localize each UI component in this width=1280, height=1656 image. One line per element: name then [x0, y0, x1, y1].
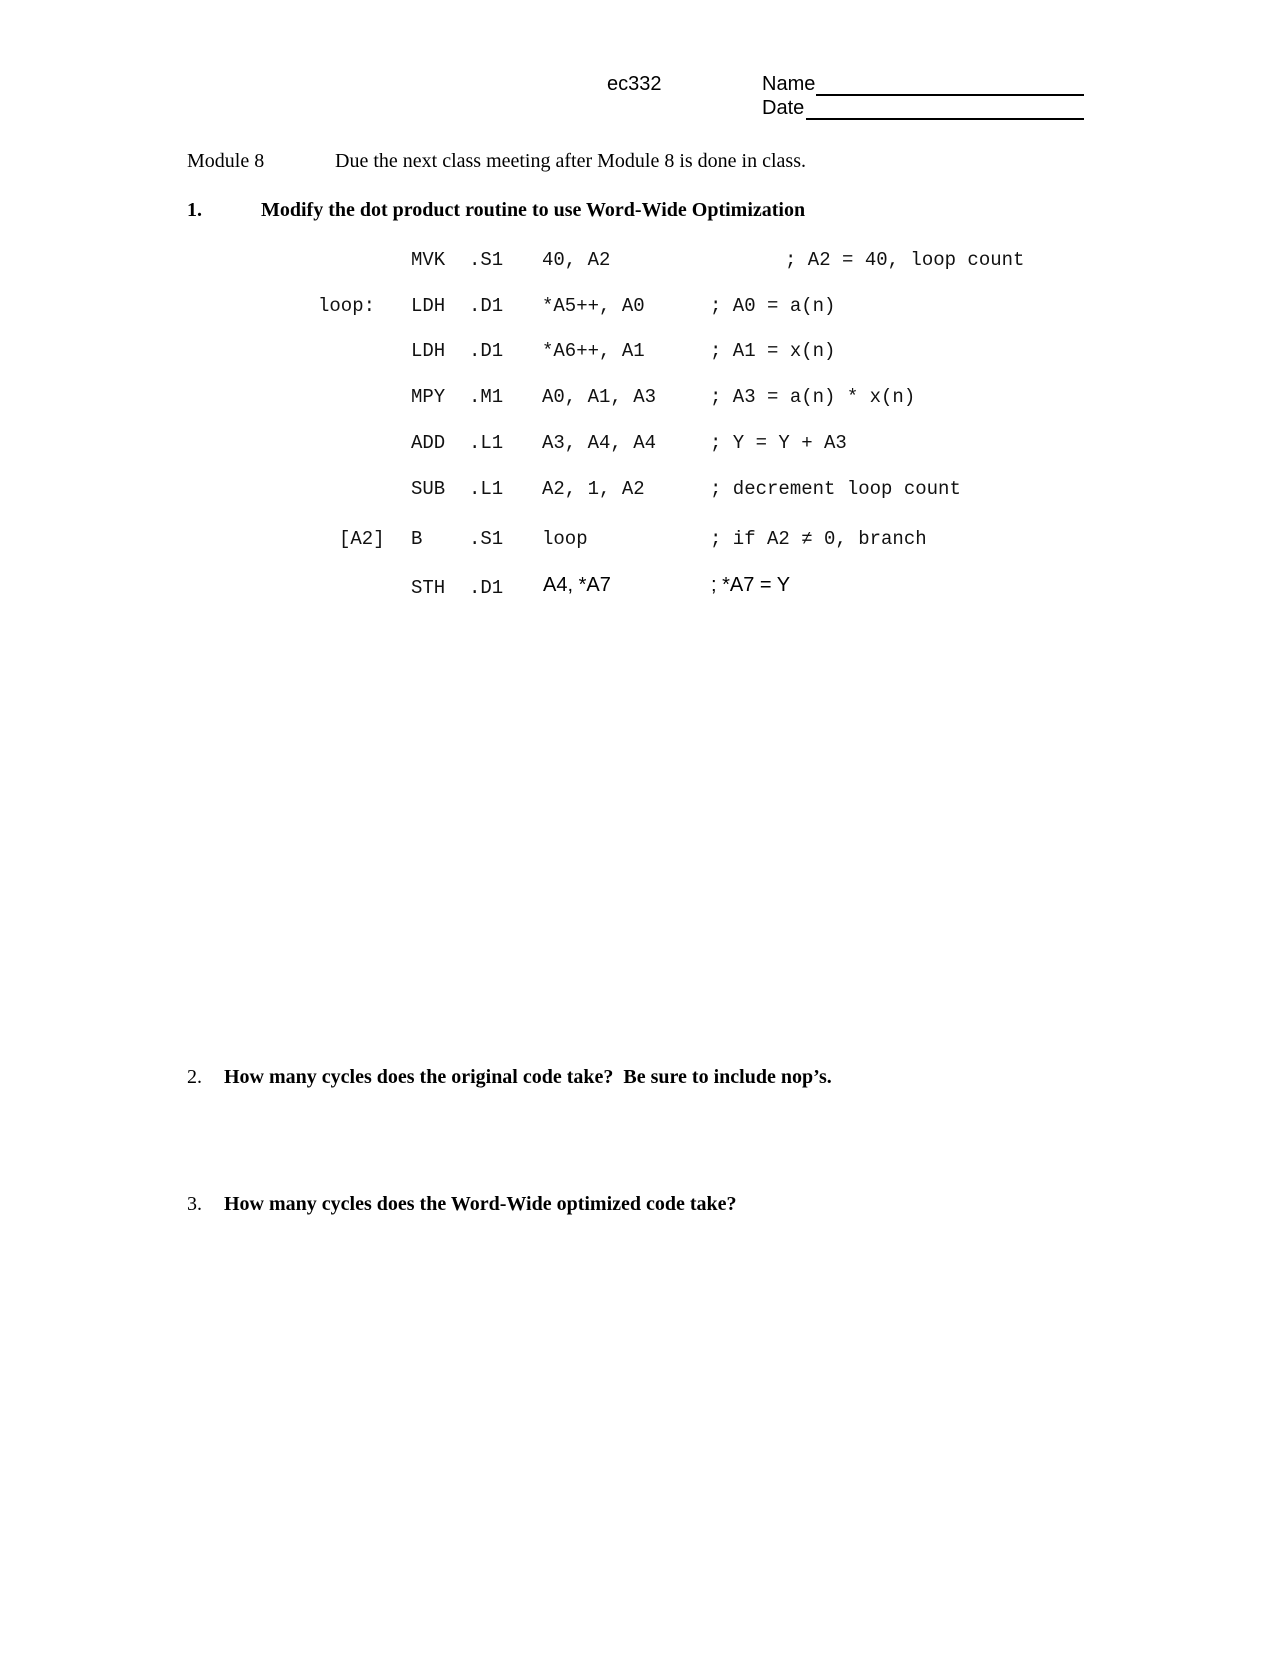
code-comment: ; if A2 ≠ 0, branch	[710, 528, 927, 550]
course-code: ec332	[607, 73, 662, 95]
code-args: A0, A1, A3	[542, 386, 657, 408]
code-args: A4, *A7	[543, 574, 611, 596]
name-underline	[816, 94, 1084, 96]
code-args: *A5++, A0	[542, 295, 645, 317]
code-op: ADD	[411, 432, 446, 454]
date-label: Date	[762, 97, 805, 119]
q2-text: How many cycles does the original code take? Be sure to include nop’s.	[224, 1066, 832, 1088]
q2-number: 2.	[187, 1066, 202, 1088]
code-comment: ; Y = Y + A3	[710, 432, 847, 454]
code-args: A3, A4, A4	[542, 432, 657, 454]
q1-text: Modify the dot product routine to use Word-Wide Optimization	[261, 199, 806, 221]
code-args: *A6++, A1	[542, 340, 645, 362]
code-unit: .S1	[469, 249, 504, 271]
q1-number: 1.	[187, 199, 202, 221]
code-comment: ; A1 = x(n)	[710, 340, 836, 362]
code-unit: .L1	[469, 478, 504, 500]
code-label: loop:	[318, 295, 376, 317]
code-comment: ; A3 = a(n) * x(n)	[710, 386, 916, 408]
code-op: STH	[411, 577, 446, 599]
code-comment: ; A2 = 40, loop count	[785, 249, 1025, 271]
code-comment: ; A0 = a(n)	[710, 295, 836, 317]
q3-text: How many cycles does the Word-Wide optimized code take?	[224, 1193, 737, 1215]
code-args: A2, 1, A2	[542, 478, 645, 500]
code-unit: .D1	[469, 577, 504, 599]
code-label: [A2]	[339, 528, 385, 550]
code-op: MPY	[411, 386, 446, 408]
module-label: Module 8	[187, 150, 265, 172]
code-op: LDH	[411, 340, 446, 362]
code-args: loop	[542, 528, 588, 550]
code-unit: .L1	[469, 432, 504, 454]
q3-number: 3.	[187, 1193, 202, 1215]
code-unit: .D1	[469, 295, 504, 317]
code-op: B	[411, 528, 423, 550]
code-comment: ; *A7 = Y	[711, 574, 791, 596]
code-op: MVK	[411, 249, 446, 271]
due-text: Due the next class meeting after Module 8 is done in class.	[335, 150, 806, 172]
name-label: Name	[762, 73, 816, 95]
date-underline	[806, 118, 1084, 120]
code-comment: ; decrement loop count	[710, 478, 961, 500]
code-unit: .S1	[469, 528, 504, 550]
code-args: 40, A2	[542, 249, 611, 271]
code-unit: .M1	[469, 386, 504, 408]
code-unit: .D1	[469, 340, 504, 362]
code-op: LDH	[411, 295, 446, 317]
code-op: SUB	[411, 478, 446, 500]
